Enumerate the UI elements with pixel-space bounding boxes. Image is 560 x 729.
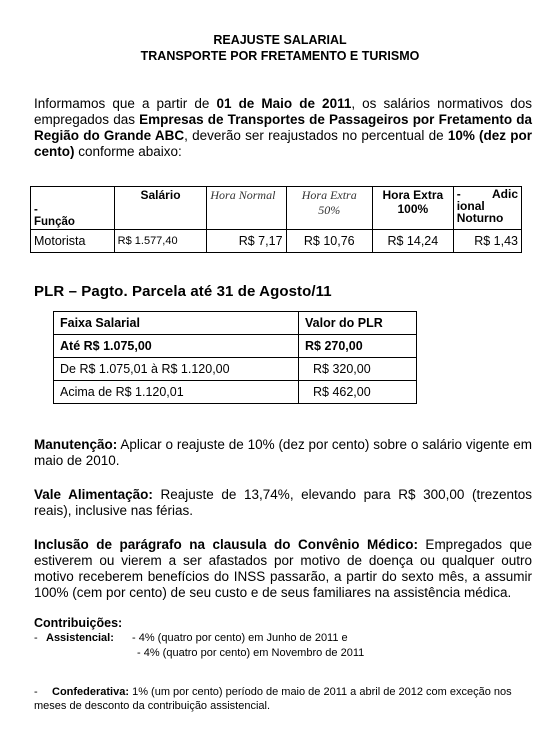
table-row: [54, 381, 417, 404]
cell-valor: R$ 320,00: [299, 358, 417, 381]
manutencao-label: Manutenção:: [34, 437, 118, 452]
header-adicional-noturno: - Adic ional Noturno: [453, 187, 521, 230]
manutencao-paragraph: Manutenção: Aplicar o reajuste de 10% (dez por cento) sobre o salário vigente em maio de 2010.: [34, 437, 532, 468]
cell-faixa: Até R$ 1.075,00: [54, 335, 299, 358]
salary-table-header: [31, 187, 522, 230]
cell-funcao: Motorista: [31, 230, 115, 253]
confederativa-label: Confederativa:: [52, 686, 130, 698]
plr-table: [53, 311, 417, 404]
confederativa-item: - Confederativa: 1% (um por cento) período de maio de 2011 a abril de 2012 com exceção nos meses de desconto da contribuição assistencial.: [34, 686, 512, 712]
header-funcao: - Função: [31, 187, 115, 230]
assistencial-item: - Assistencial:: [34, 632, 114, 644]
contribuicoes-title: Contribuições:: [34, 616, 123, 630]
cell-faixa: De R$ 1.075,01 à R$ 1.120,00: [54, 358, 299, 381]
vale-alimentacao-paragraph: Vale Alimentação: Reajuste de 13,74%, elevando para R$ 300,00 (trezentos reais), inclusive nas férias.: [34, 487, 532, 518]
effective-date: 01 de Maio de 2011: [216, 96, 352, 111]
cell-hora-normal: R$ 7,17: [207, 230, 286, 253]
cell-faixa: Acima de R$ 1.120,01: [54, 381, 299, 404]
header-faixa-salarial: Faixa Salarial: [54, 312, 299, 335]
table-row: [31, 230, 522, 253]
header-hora-normal: Hora Normal: [207, 187, 286, 230]
table-row: [54, 335, 417, 358]
plr-table-header: [54, 312, 417, 335]
header-hora-extra-50: Hora Extra 50%: [286, 187, 372, 230]
salary-table: [30, 186, 522, 253]
plr-title: PLR – Pagto. Parcela até 31 de Agosto/11: [34, 283, 332, 300]
header-valor-plr: Valor do PLR: [299, 312, 417, 335]
cell-adicional-noturno: R$ 1,43: [453, 230, 521, 253]
cell-hora-extra-50: R$ 10,76: [286, 230, 372, 253]
adjustment-percent: 10% (dez por cento): [34, 128, 533, 159]
vale-label: Vale Alimentação:: [34, 487, 153, 502]
cell-hora-extra-100: R$ 14,24: [372, 230, 453, 253]
company-name: Empresas de Transportes de Passageiros por Fretamento da Região do Grande ABC: [34, 112, 532, 143]
convenio-paragraph: Inclusão de parágrafo na clausula do Convênio Médico: Empregados que estiverem ou vierem a ser afastados por motivo de doença ou qualquer outro motivo receberem benefícios do INSS passarão, a partir do sexto mês, a assumir 100% (cem por cento) de seu custo e de seus familiares na assistência médica.: [34, 537, 532, 600]
cell-valor: R$ 270,00: [299, 335, 417, 358]
cell-salario: R$ 1.577,40: [114, 230, 207, 253]
cell-valor: R$ 462,00: [299, 381, 417, 404]
document-subtitle: TRANSPORTE POR FRETAMENTO E TURISMO: [140, 49, 420, 63]
assistencial-line-1: - 4% (quatro por cento) em Junho de 2011 e: [132, 632, 348, 644]
convenio-label: Inclusão de parágrafo na clausula do Convênio Médico:: [34, 537, 418, 552]
header-salario: Salário: [114, 187, 207, 230]
table-row: [54, 358, 417, 381]
assistencial-label: Assistencial:: [46, 632, 114, 644]
document-title: REAJUSTE SALARIAL: [213, 33, 347, 47]
header-hora-extra-100: Hora Extra 100%: [372, 187, 453, 230]
assistencial-line-2: - 4% (quatro por cento) em Novembro de 2011: [137, 647, 365, 659]
intro-paragraph: Informamos que a partir de 01 de Maio de 2011, os salários normativos dos empregados das Empresas de Transportes de Passageiros por Fretamento da Região do Grande ABC, deverão ser reajustados no percentual de 10% (dez por cento) conforme abaixo:: [34, 96, 533, 159]
